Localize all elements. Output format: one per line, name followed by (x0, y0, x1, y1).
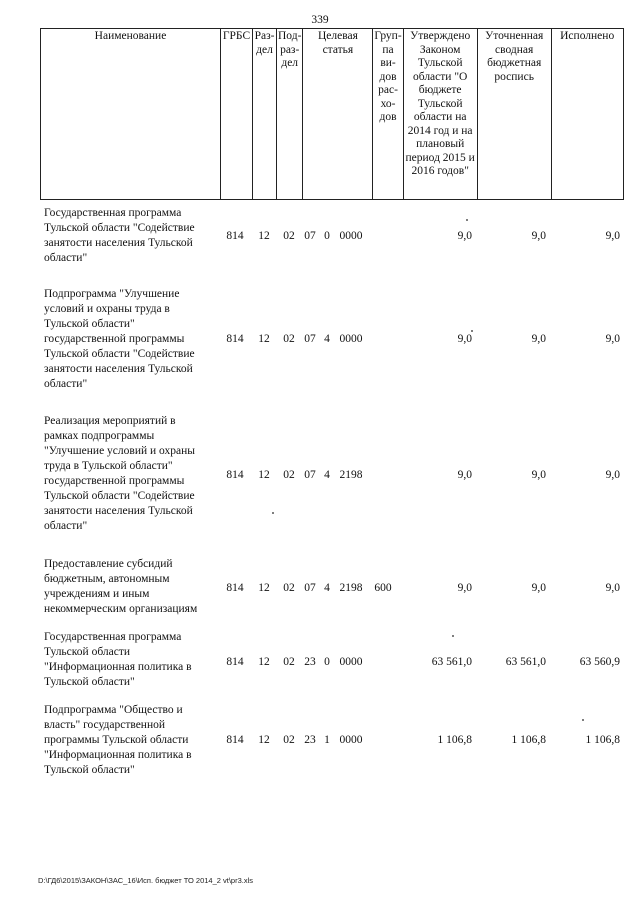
row-podrazdel: 02 (283, 230, 295, 242)
row-target-subprogram: 4 (324, 333, 330, 345)
row-grbs: 814 (226, 582, 244, 594)
row-razdel: 12 (258, 469, 270, 481)
row-target-program: 07 (304, 230, 316, 242)
file-path-footer: D:\ГД6\2015\ЗАКОН\ЗАС_16\Исп. бюджет ТО 2014_2 vt\pr3.xls (38, 876, 254, 885)
scan-speck (471, 330, 473, 332)
row-podrazdel: 02 (283, 333, 295, 345)
row-razdel: 12 (258, 230, 270, 242)
row-executed: 9,0 (605, 582, 620, 594)
header-razdel: Раз- дел (253, 29, 277, 200)
row-target-program: 07 (304, 469, 316, 481)
row-name: Предоставление субсидий бюджетным, автономным учреждениям и иным некоммерческим организациям (44, 558, 198, 615)
row-executed: 1 106,8 (585, 734, 620, 746)
header-name: Наименование (41, 29, 221, 200)
scan-speck (452, 635, 454, 637)
row-refined: 9,0 (531, 230, 546, 242)
scan-speck (582, 719, 584, 721)
row-approved: 1 106,8 (437, 734, 472, 746)
row-razdel: 12 (258, 734, 270, 746)
row-executed: 9,0 (605, 333, 620, 345)
row-target-direction: 0000 (339, 656, 363, 668)
row-refined: 9,0 (531, 582, 546, 594)
row-razdel: 12 (258, 656, 270, 668)
row-target-direction: 0000 (339, 734, 363, 746)
row-grbs: 814 (226, 656, 244, 668)
row-target-subprogram: 0 (324, 230, 330, 242)
row-podrazdel: 02 (283, 656, 295, 668)
row-podrazdel: 02 (283, 734, 295, 746)
row-target-program: 07 (304, 333, 316, 345)
row-refined: 63 561,0 (505, 656, 546, 668)
row-razdel: 12 (258, 582, 270, 594)
header-refined: Уточненная сводная бюджетная роспись (477, 29, 551, 200)
row-approved: 63 561,0 (431, 656, 472, 668)
header-podrazdel: Под- раз- дел (277, 29, 303, 200)
row-name: Подпрограмма "Улучшение условий и охраны труда в Тульской области" государственной программы Тульской области "Содействие занятости населения Тульской области" (44, 288, 195, 390)
row-executed: 9,0 (605, 230, 620, 242)
row-approved: 9,0 (457, 333, 472, 345)
header-grbs: ГРБС (221, 29, 253, 200)
row-executed: 9,0 (605, 469, 620, 481)
row-group: 600 (374, 582, 392, 594)
row-refined: 1 106,8 (511, 734, 546, 746)
header-executed: Исполнено (551, 29, 623, 200)
row-target-program: 07 (304, 582, 316, 594)
row-target-subprogram: 4 (324, 469, 330, 481)
header-target: Целевая статья (303, 29, 373, 200)
row-target-direction: 0000 (339, 230, 363, 242)
row-grbs: 814 (226, 469, 244, 481)
scan-speck (272, 512, 274, 514)
table-header (40, 28, 624, 200)
row-razdel: 12 (258, 333, 270, 345)
row-refined: 9,0 (531, 469, 546, 481)
row-target-direction: 2198 (339, 582, 363, 594)
scan-speck (466, 219, 468, 221)
row-grbs: 814 (226, 230, 244, 242)
row-executed: 63 560,9 (579, 656, 620, 668)
row-name: Подпрограмма "Общество и власть" государственной программы Тульской области "Информационная политика в Тульской области" (44, 704, 192, 776)
header-approved: Утверждено Законом Тульской области "О бюджете Тульской области на 2014 год и на плановый период 2015 и 2016 годов" (403, 29, 477, 200)
row-target-subprogram: 4 (324, 582, 330, 594)
row-target-program: 23 (304, 734, 316, 746)
row-target-direction: 0000 (339, 333, 363, 345)
row-approved: 9,0 (457, 582, 472, 594)
row-podrazdel: 02 (283, 469, 295, 481)
row-refined: 9,0 (531, 333, 546, 345)
row-approved: 9,0 (457, 230, 472, 242)
row-name: Государственная программа Тульской области "Содействие занятости населения Тульской области" (44, 207, 195, 264)
row-target-direction: 2198 (339, 469, 363, 481)
row-grbs: 814 (226, 333, 244, 345)
row-podrazdel: 02 (283, 582, 295, 594)
row-grbs: 814 (226, 734, 244, 746)
row-name: Государственная программа Тульской области "Информационная политика в Тульской области" (44, 631, 192, 688)
row-approved: 9,0 (457, 469, 472, 481)
row-target-program: 23 (304, 656, 316, 668)
header-group: Груп- па ви- дов рас- хо- дов (373, 29, 403, 200)
row-target-subprogram: 0 (324, 656, 330, 668)
page-number: 339 (311, 14, 329, 26)
row-name: Реализация мероприятий в рамках подпрограммы "Улучшение условий и охраны труда в Тульской области" государственной программы Тульской области "Содействие занятости населения Тульской области" (44, 415, 195, 532)
row-target-subprogram: 1 (324, 734, 330, 746)
